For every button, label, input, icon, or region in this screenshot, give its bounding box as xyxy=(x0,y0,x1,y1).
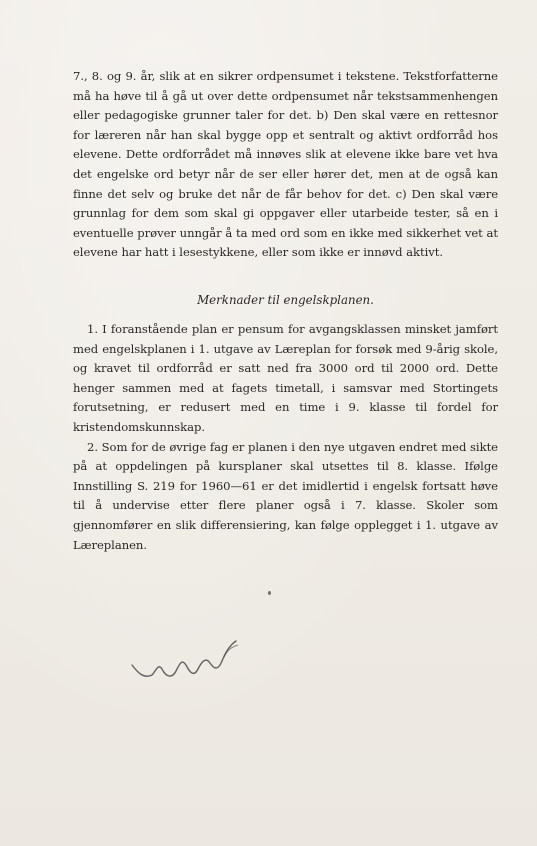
ink-speck xyxy=(268,591,271,595)
intro-paragraph xyxy=(73,67,498,263)
pencil-scribble-icon xyxy=(128,635,248,685)
section-heading: Merknader til engelskplanen. xyxy=(197,293,374,307)
notes-section xyxy=(73,320,498,555)
intro-text: 7., 8. og 9. år, slik at en sikrer ordpensumet i tekstene. Tekstforfatterne må ha høve til å gå ut over dette ordpensumet når tekstsammenhengen eller pedagogiske grunner taler for det. b) Den skal være en rettesnor for læreren når han skal bygge opp et sentralt og aktivt ordforråd hos elevene. Dette ordforrådet må innøves slik at elevene ikke bare vet hva det engelske ord betyr når de ser eller hører det, men at de også kan finne det selv og bruke det når de får behov for det. c) Den skal være grunnlag for dem som skal gi oppgaver eller utarbeide tester, så en i eventuelle prøver unngår å ta med ord som en ikke med sikkerhet vet at elevene har hatt i lesestykkene, eller som ikke er innøvd aktivt. xyxy=(73,69,498,260)
note-item: 2. Som for de øvrige fag er planen i den nye utgaven endret med sikte på at oppdelingen på kursplaner skal utsettes til 8. klasse. Ifølge Innstilling S. 219 for 1960—61 er det imidlertid i engelsk fortsatt høve til å undervise etter flere planer også i 7. klasse. Skoler som gjennomfører en slik differensiering, kan følge opplegget i 1. utgave av Læreplanen. xyxy=(73,439,498,552)
note-item: 1. I foranstående plan er pensum for avgangsklassen minsket jamført med engelskplanen i 1. utgave av Læreplan for forsøk med 9-årig skole, og kravet til ordforråd er satt ned fra 3000 ord til 2000 ord. Dette henger sammen med at fagets timetall, i samsvar med Stortingets forutsetning, er redusert med en time i 9. klasse til fordel for kristendomskunnskap. xyxy=(73,322,498,434)
